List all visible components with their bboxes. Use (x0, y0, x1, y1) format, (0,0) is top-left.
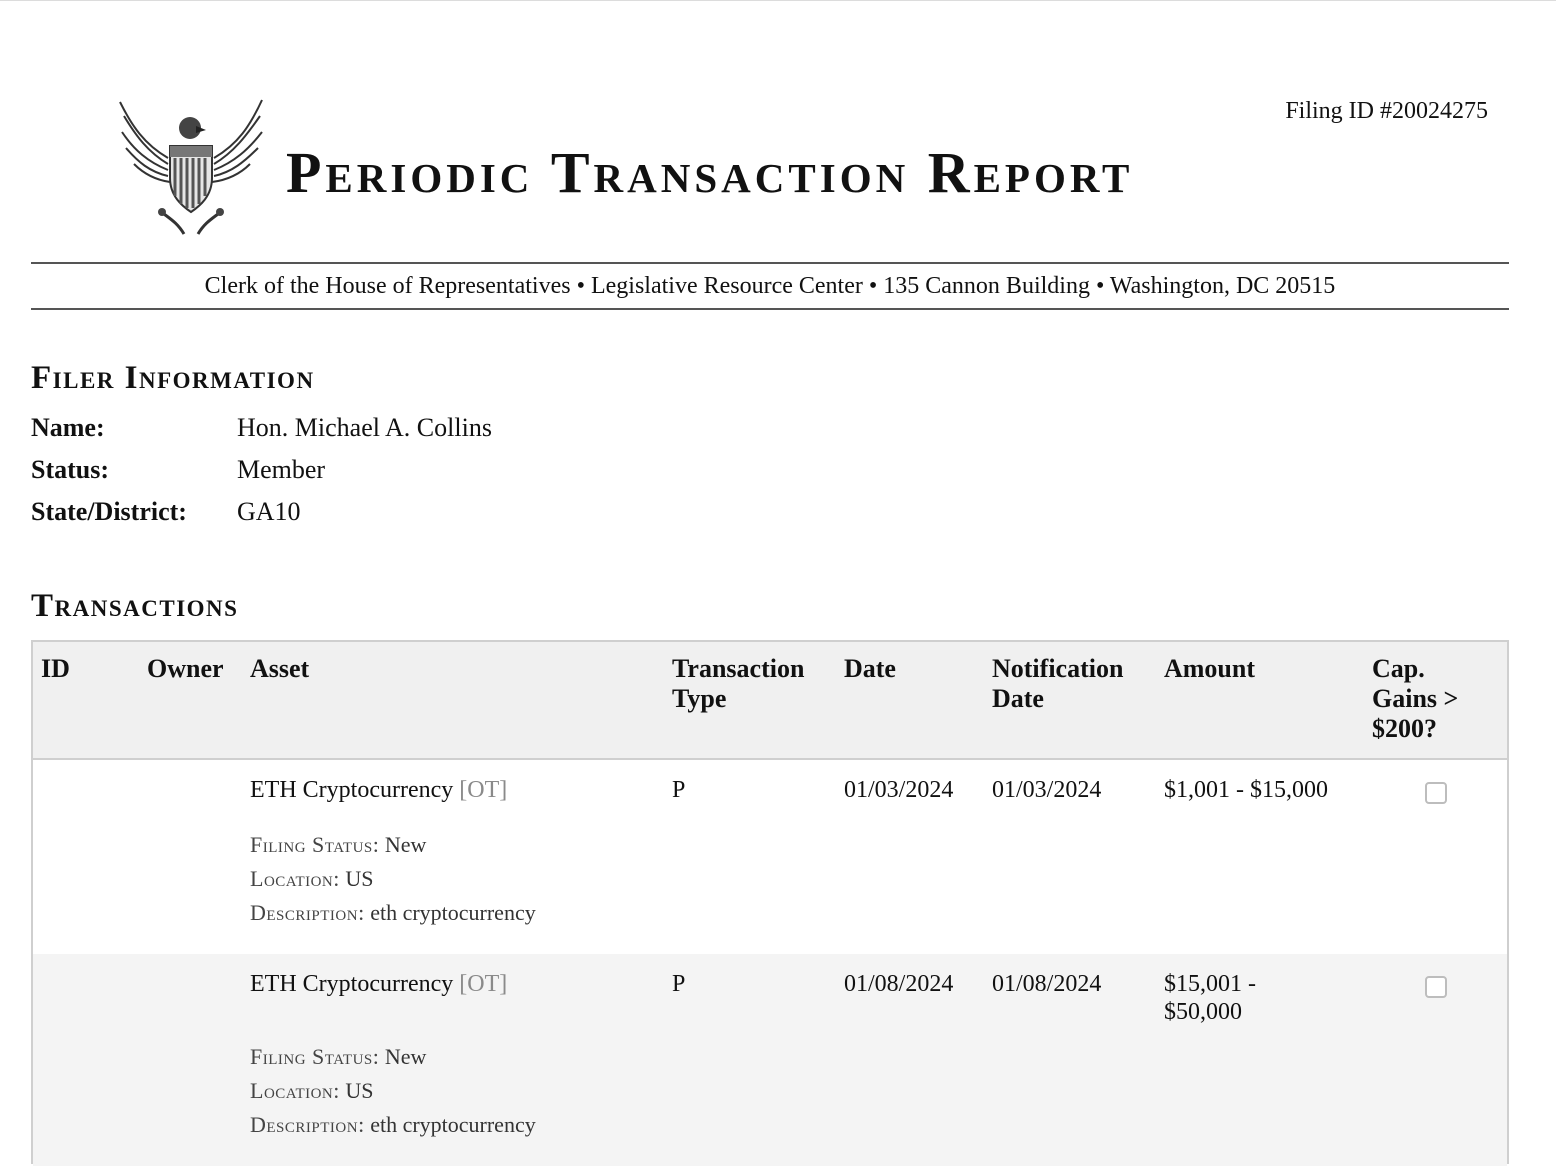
filer-name-label: Name: (31, 413, 105, 442)
row-transaction-type: P (672, 971, 686, 997)
column-header-date: Date (844, 654, 896, 683)
filing-id: Filing ID #20024275 (1285, 98, 1488, 124)
clerk-address-line: Clerk of the House of Representatives • Legislative Resource Center • 135 Cannon Building • Washington, DC 20515 (204, 273, 1336, 299)
row-amount-line1: $1,001 - $15,000 (1164, 777, 1328, 803)
column-header-asset: Asset (250, 654, 310, 683)
column-header-cap-gains-line2: Gains > (1372, 684, 1459, 713)
row-transaction-type: P (672, 777, 686, 803)
report-title: Periodic Transaction Report (286, 140, 1134, 205)
row-asset (250, 776, 507, 804)
column-header-notification-date (992, 654, 1123, 714)
column-header-cap-gains-line3: $200? (1372, 714, 1437, 743)
table-row (33, 760, 1507, 954)
location-value: US (345, 866, 374, 891)
asset-type-code: [OT] (459, 777, 508, 803)
column-header-amount: Amount (1164, 654, 1256, 683)
filer-status-label: Status: (31, 455, 110, 484)
location-line (250, 1074, 374, 1108)
transactions-table (31, 640, 1509, 1164)
filer-name-value: Hon. Michael A. Collins (237, 413, 492, 442)
row-notification-date: 01/08/2024 (992, 971, 1102, 997)
filing-status-line (250, 828, 426, 862)
row-amount (1164, 970, 1256, 1026)
asset-type-code: [OT] (459, 971, 508, 997)
top-border (0, 0, 1556, 1)
column-header-cap-gains-line1: Cap. (1372, 654, 1425, 683)
filer-status-value: Member (237, 455, 326, 484)
column-header-transaction-type (672, 654, 804, 714)
row-notification-date: 01/03/2024 (992, 777, 1102, 803)
column-header-cap-gains (1372, 654, 1458, 744)
location-value: US (345, 1078, 374, 1103)
filer-information-heading: Filer Information (31, 360, 315, 396)
column-header-transaction-type-line2: Type (672, 684, 727, 713)
filing-status-value: New (384, 832, 427, 857)
filer-district-label: State/District: (31, 497, 187, 526)
header-divider-top (31, 262, 1509, 264)
location-label: Location: (250, 866, 340, 891)
asset-name: ETH Cryptocurrency (250, 971, 454, 997)
filing-status-label: Filing Status: (250, 1044, 380, 1069)
column-header-notification-date-line1: Notification (992, 654, 1124, 683)
description-label: Description: (250, 1112, 365, 1137)
table-row (33, 954, 1507, 1166)
table-header (33, 642, 1507, 760)
location-label: Location: (250, 1078, 340, 1103)
column-header-id: ID (41, 654, 70, 683)
cap-gains-checkbox[interactable] (1425, 976, 1447, 998)
description-value: eth cryptocurrency (370, 1112, 536, 1137)
row-amount-line1: $15,001 - (1164, 971, 1256, 997)
row-asset (250, 970, 507, 998)
eagle-seal-icon (114, 96, 268, 238)
row-amount-line2: $50,000 (1164, 999, 1242, 1025)
description-value: eth cryptocurrency (370, 900, 536, 925)
cap-gains-checkbox[interactable] (1425, 782, 1447, 804)
header-divider-bottom (31, 308, 1509, 310)
description-line (250, 896, 536, 930)
filer-district-value: GA10 (237, 497, 301, 526)
description-label: Description: (250, 900, 365, 925)
location-line (250, 862, 374, 896)
row-date: 01/08/2024 (844, 971, 954, 997)
filing-status-value: New (384, 1044, 427, 1069)
transactions-heading: Transactions (31, 588, 239, 624)
column-header-transaction-type-line1: Transaction (672, 654, 805, 683)
filing-status-line (250, 1040, 426, 1074)
row-date: 01/03/2024 (844, 777, 954, 803)
row-amount (1164, 776, 1328, 804)
column-header-owner: Owner (147, 654, 224, 683)
description-line (250, 1108, 536, 1142)
column-header-notification-date-line2: Date (992, 684, 1044, 713)
filing-status-label: Filing Status: (250, 832, 380, 857)
asset-name: ETH Cryptocurrency (250, 777, 454, 803)
